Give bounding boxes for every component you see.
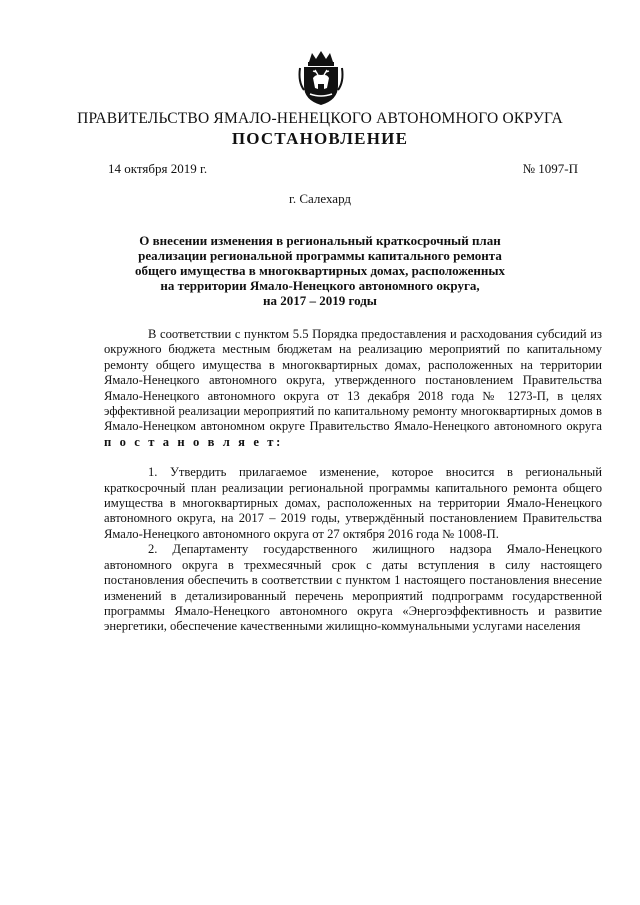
item-1-paragraph: 1. Утвердить прилагаемое изменение, которое вносится в региональный краткосрочный план реализации региональной программы капитального ремонта общего имущества в многоквартирных домах, расположенных на территории Ямало-Ненецкого автономного округа, на 2017 – 2019 годы, утверждённый постановлением Правительства Ямало-Ненецкого автономного округа от 27 октября 2016 года № 1008-П. [104,465,602,541]
preamble-paragraph [104,327,602,450]
title-line: на территории Ямало-Ненецкого автономного округа, [160,278,480,293]
title-line: реализации региональной программы капитального ремонта [138,248,502,263]
title-line: О внесении изменения в региональный краткосрочный план [139,233,501,248]
item-2-paragraph: 2. Департаменту государственного жилищного надзора Ямало-Ненецкого автономного округа в трехмесячный срок с даты вступления в силу настоящего постановления обеспечить в соответствии с пунктом 1 настоящего постановления внесение изменений в детализированный перечень мероприятий подпрограмм государственной программы Ямало-Ненецкого автономного округа «Энергоэффективность и развитие энергетики, обеспечение качественными жилищно-коммунальными услугами населения [104,542,602,634]
preamble-text: В соответствии с пунктом 5.5 Порядка предоставления и расходования субсидий из окружного бюджета местным бюджетам на реализацию мероприятий по капитальному ремонту общего имущества в многоквартирных домах, расположенных на территории Ямало-Ненецкого автономного округа, утвержденного постановлением Правительства Ямало-Ненецкого автономного округа от 13 декабря 2018 года № 1273-П, в целях эффективной реализации мероприятий по капитальному ремонту многоквартирных домов в Ямало-Ненецком автономном округе Правительство Ямало-Ненецкого автономного округа [104,327,602,434]
coat-of-arms-icon [296,48,346,106]
document-body [104,327,602,635]
title-line: на 2017 – 2019 годы [263,293,377,308]
resolves-word: п о с т а н о в л я е т: [104,434,283,449]
document-title [130,233,510,308]
title-line: общего имущества в многоквартирных домах, расположенных [134,263,506,278]
document-type: ПОСТАНОВЛЕНИЕ [231,129,409,148]
document-date: 14 октября 2019 г. [108,161,208,176]
document-number: № 1097-П [522,161,578,176]
document-city: г. Салехард [288,191,352,206]
government-name: ПРАВИТЕЛЬСТВО ЯМАЛО-НЕНЕЦКОГО АВТОНОМНОГО ОКРУГА [77,110,563,127]
